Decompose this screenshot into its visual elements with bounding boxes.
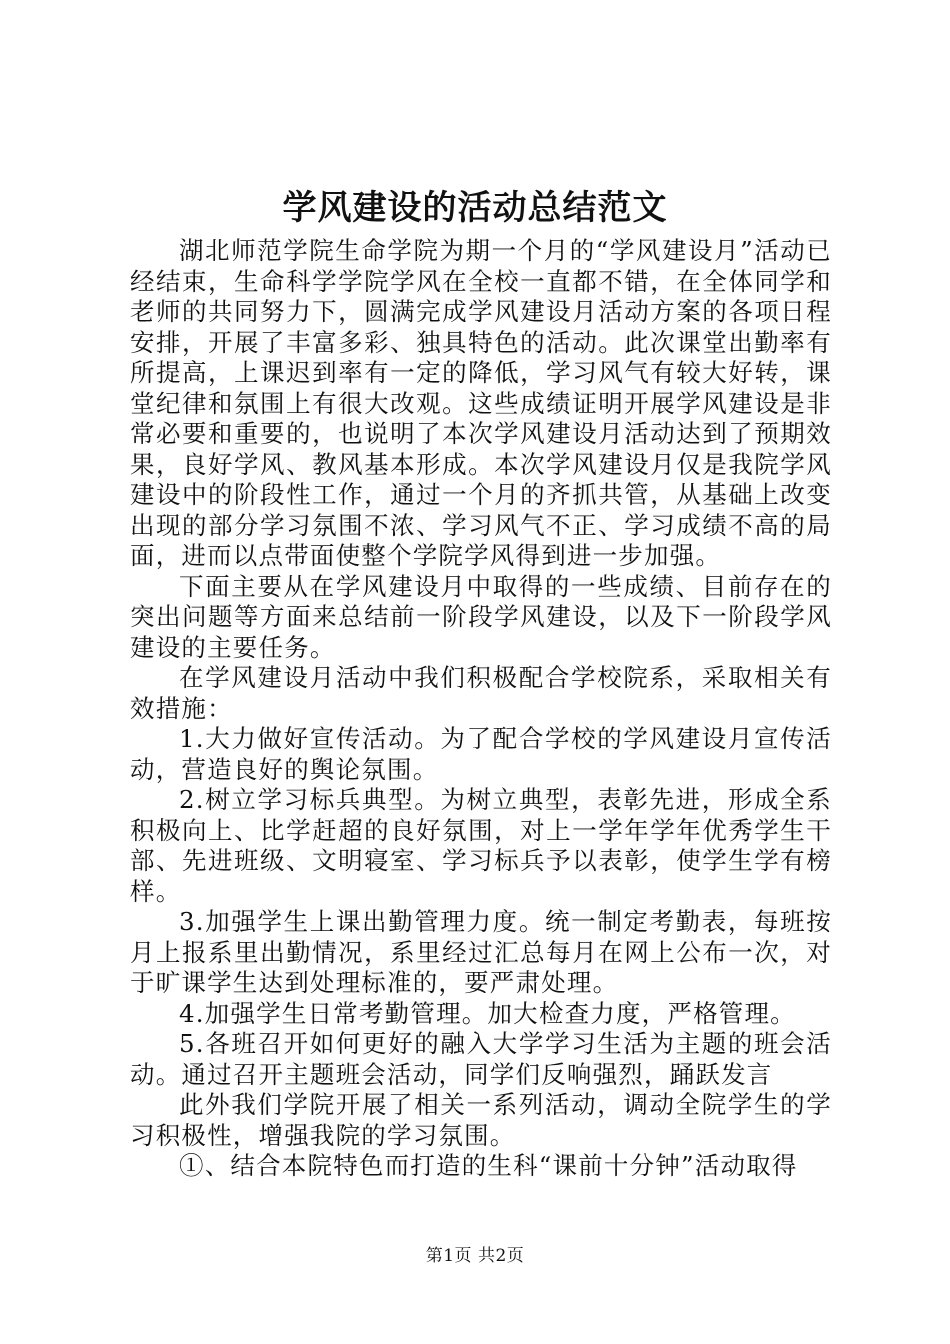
paragraph-activity-1: ①、结合本院特色而打造的生科“课前十分钟”活动取得 [179, 1151, 798, 1180]
paragraph-measure-5: 5.各班召开如何更好的融入大学学习生活为主题的班会活动。通过召开主题班会活动，同学们反响强烈，踊跃发言 [130, 1029, 832, 1089]
paragraph-measures-intro: 在学风建设月活动中我们积极配合学校院系，采取相关有效措施： [130, 663, 832, 723]
paragraph-overview: 下面主要从在学风建设月中取得的一些成绩、目前存在的突出问题等方面来总结前一阶段学风建设，以及下一阶段学风建设的主要任务。 [130, 571, 832, 662]
document-title: 学风建设的活动总结范文 [282, 188, 668, 228]
paragraph-measure-1: 1.大力做好宣传活动。为了配合学校的学风建设月宣传活动，营造良好的舆论氛围。 [130, 724, 832, 784]
document-body [130, 236, 832, 1182]
page-footer: 第1页 共2页 [425, 1246, 525, 1266]
paragraph-measure-2: 2.树立学习标兵典型。为树立典型，表彰先进，形成全系积极向上、比学赶超的良好氛围，对上一学年学年优秀学生干部、先进班级、文明寝室、学习标兵予以表彰，使学生学有榜样。 [130, 785, 832, 906]
paragraph-measure-3: 3.加强学生上课出勤管理力度。统一制定考勤表，每班按月上报系里出勤情况，系里经过汇总每月在网上公布一次，对于旷课学生达到处理标准的，要严肃处理。 [130, 907, 832, 997]
paragraph-additional-activities: 此外我们学院开展了相关一系列活动，调动全院学生的学习积极性，增强我院的学习氛围。 [130, 1090, 832, 1150]
paragraph-intro: 湖北师范学院生命学院为期一个月的“学风建设月”活动已经结束，生命科学学院学风在全校一直都不错，在全体同学和老师的共同努力下，圆满完成学风建设月活动方案的各项日程安排，开展了丰富多彩、独具特色的活动。此次课堂出勤率有所提高，上课迟到率有一定的降低，学习风气有较大好转，课堂纪律和氛围上有很大改观。这些成绩证明开展学风建设是非常必要和重要的，也说明了本次学风建设月活动达到了预期效果，良好学风、教风基本形成。本次学风建设月仅是我院学风建设中的阶段性工作，通过一个月的齐抓共管，从基础上改变出现的部分学习氛围不浓、学习风气不正、学习成绩不高的局面，进而以点带面使整个学院学风得到进一步加强。 [130, 236, 832, 570]
paragraph-measure-4: 4.加强学生日常考勤管理。加大检查力度，严格管理。 [179, 998, 796, 1028]
